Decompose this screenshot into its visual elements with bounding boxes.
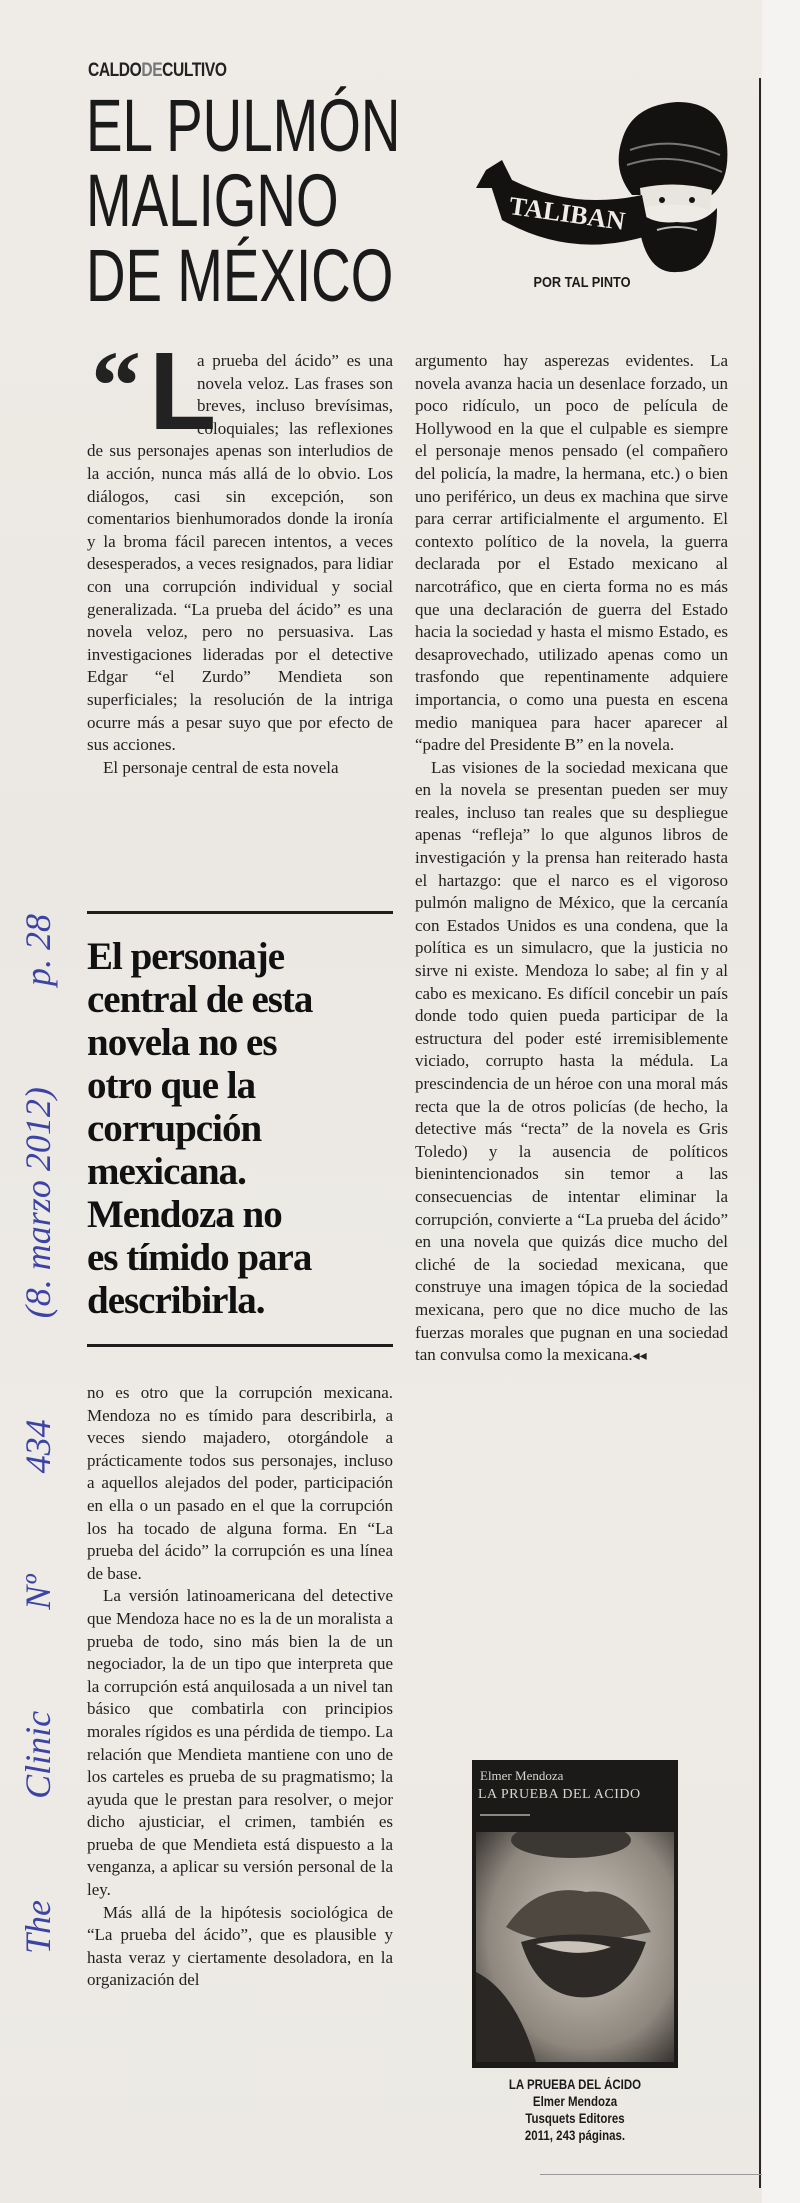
- logo-name: TALIBAN: [507, 191, 627, 236]
- headline-line: EL PULMÓN: [86, 84, 401, 167]
- handwritten-word: Clinic: [18, 1710, 58, 1799]
- article-column-left-top: [87, 330, 393, 779]
- end-of-article-icon: ◂◂: [632, 1348, 647, 1365]
- column-divider: [759, 78, 761, 2188]
- pull-quote-line: otro que la: [87, 1064, 256, 1107]
- caption-publisher: Tusquets Editores: [525, 2111, 625, 2126]
- pull-quote-line: describirla.: [87, 1279, 265, 1322]
- taliban-column-logo: [472, 100, 732, 300]
- pull-quote-line: El personaje: [87, 935, 285, 978]
- headline: [86, 84, 401, 317]
- caption-title: LA PRUEBA DEL ÁCIDO: [508, 2077, 642, 2092]
- pull-quote-bottom-rule: [87, 1344, 393, 1347]
- handwritten-word: p. 28: [18, 914, 58, 987]
- section-label-part: CALDO: [88, 60, 142, 81]
- pull-quote-line: mexicana.: [87, 1150, 246, 1193]
- pull-quote-line: novela no es: [87, 1021, 277, 1064]
- cover-title: LA PRUEBA DEL ACIDO: [478, 1787, 641, 1802]
- caption-details: 2011, 243 páginas.: [524, 2128, 626, 2143]
- article-paragraph: La versión latinoamericana del detective que Mendoza hace no es la de un moralista a prueba de todo, sino más bien la de un negociador, la de un tipo que interpreta que la corrupción está anquilosada a un nivel tan básico que combatirla con principios morales rígidos es una pérdida de tiempo. La relación que Mendieta mantiene con uno de los carteles es prueba de su pragmatismo; la ayuda que le prestan para resolver, o mejor dicho ajusticiar, el crimen, también es prueba de que Mendieta está dispuesto a la venganza, a aplicar su versión personal de la ley.: [87, 1586, 393, 1900]
- bottom-rule: [540, 2174, 762, 2175]
- caption-author: Elmer Mendoza: [532, 2094, 618, 2109]
- cover-title-band: [472, 1760, 678, 1828]
- quote-mark-icon: “: [91, 330, 141, 441]
- article-paragraph: no es otro que la corrupción mexicana. Mendoza no es tímido para describirla, a veces siendo majadero, otorgándole a prácticamente todos sus personajes, incluso a aquellos alejados del poder, participación en ella o un pasado en el que la corrupción los ha tocado de alguna forma. En “La prueba del ácido” la corrupción es una línea de base.: [87, 1383, 393, 1583]
- cover-series-mark: [480, 1814, 530, 1816]
- pull-quote-line: es tímido para: [87, 1236, 312, 1279]
- pull-quote-top-rule: [87, 911, 393, 914]
- article-paragraph: argumento hay asperezas evidentes. La novela avanza hacia un desenlace forzado, un poco ridículo, un poco de película de Hollywood en la que el culpable es siempre el personaje menos pensado (el compañero del policía, la madre, la hermana, etc.) o bien uno periférico, un deus ex machina que sirve para cerrar artificialmente el argumento. El contexto político de la novela, la guerra declarada por el Estado mexicano al narcotráfico, que en cierta forma no es más que una declaración de guerra del Estado hacia la sociedad y hasta el mismo Estado, es desaprovechado, utilizado apenas como un trasfondo que repentinamente adquiere importancia, o como una puesta en escena medio maniquea para hacer aparecer al “padre del Presidente B” en la novela.: [415, 351, 728, 755]
- article-paragraph: Más allá de la hipótesis sociológica de “La prueba del ácido”, que es plausible y hasta veraz y ciertamente desoladora, en la organización del: [87, 1902, 393, 1990]
- article-paragraph: a prueba del ácido” es una novela veloz. Las frases son breves, incluso brevísimas, coloquiales; las reflexiones de sus personajes apenas son interludios de la acción, nunca más allá de lo obvio. Los diálogos, casi sin excepción, son comentarios bienhumorados donde la ironía y la broma fácil parecen intentos, a veces desesperados, a veces resignados, para lidiar con una corrupción individual y social generalizada. “La prueba del ácido” es una novela veloz, pero no persuasiva. Las investigaciones lideradas por el detective Edgar “el Zurdo” Mendieta son superficiales; la resolución de la intriga ocurre más a pesar suyo que por efecto de sus acciones.: [87, 351, 393, 755]
- handwritten-word: 434: [18, 1419, 58, 1474]
- handwritten-word: (8. marzo 2012): [18, 1087, 58, 1319]
- bearded-man-turban-icon: [472, 100, 732, 275]
- byline: POR TAL PINTO: [533, 274, 631, 291]
- book-cover: [472, 1760, 678, 2068]
- article-paragraph: Las visiones de la sociedad mexicana que en la novela se presentan pueden ser muy reales, incluso tan reales que su despliegue apenas “refleja” lo que algunos libros de investigación y la prensa han reiterado hasta el hartazgo: que el narco es el vigoroso pulmón maligno de México, que la cercanía con Estados Unidos es una condena, que la política es un simulacro, que la justicia no sirve ni existe. Mendoza lo sabe; al fin y al cabo es mexicano. Es difícil concebir un país donde todo quien pueda participar de la estructura del poder esté irremisiblemente viciado, corrupto hasta la médula. La prescindencia de un héroe con una moral más recta que la de otros policías (de hecho, la detective más “recta” de la novela es Gris Toledo) y la ausencia de políticos bienintencionados sin temor a las consecuencias de intentar eliminar la corrupción, convierte a “La prueba del ácido” en una novela que quizás dice mucho del cliché de la sociedad mexicana, que construye una imagen tópica de la sociedad mexicana, pero que no dice mucho de las fuerzas morales que pugnan en una sociedad tan convulsa como la mexicana.: [415, 757, 728, 1365]
- drop-cap: [87, 330, 217, 453]
- pull-quote-line: Mendoza no: [87, 1193, 282, 1236]
- book-caption: [470, 2076, 680, 2144]
- headline-line: MALIGNO: [86, 159, 339, 242]
- section-label: [88, 60, 227, 82]
- section-label-part: CULTIVO: [162, 60, 227, 81]
- pull-quote: [87, 935, 407, 1322]
- pull-quote-line: central de esta: [87, 978, 313, 1021]
- handwritten-word: The: [18, 1900, 58, 1954]
- headline-line: DE MÉXICO: [86, 234, 394, 317]
- drop-cap-letter: L: [149, 330, 217, 453]
- article-paragraph: El personaje central de esta novela: [103, 757, 339, 777]
- handwritten-word: Nº: [18, 1574, 58, 1610]
- article-column-left-bottom: [87, 1382, 393, 1992]
- handwritten-annotation: [12, 914, 64, 1954]
- section-label-part: DE: [141, 60, 163, 81]
- article-column-right: [415, 350, 728, 1368]
- cover-photo-lips: [476, 1832, 674, 2062]
- cover-author: Elmer Mendoza: [480, 1768, 564, 1783]
- pull-quote-line: corrupción: [87, 1107, 262, 1150]
